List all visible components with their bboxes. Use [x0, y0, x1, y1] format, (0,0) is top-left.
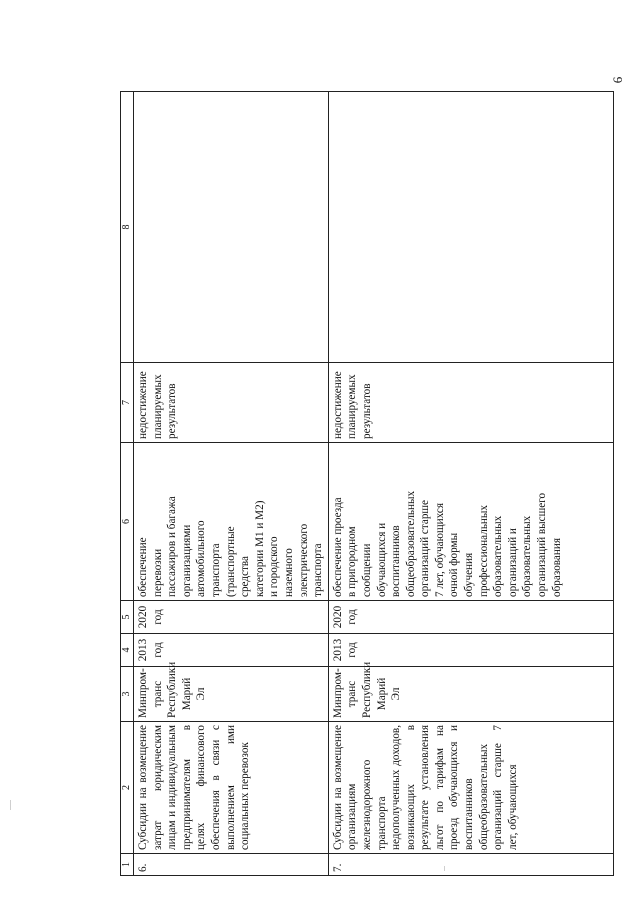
consequences: недостижение планируемых результатов	[328, 363, 613, 443]
end-year: 2020 год	[134, 601, 329, 634]
column-number-header: 1	[121, 854, 134, 876]
executor: Минпром- транс Республики Марий Эл	[134, 667, 329, 722]
page-number: 6	[610, 76, 625, 84]
table-header-row	[121, 92, 134, 876]
column-number-header: 8	[121, 92, 134, 363]
expected-result: обеспечение перевозки пассажиров и багажа организациями автомобильного транспорта (транспортные средства категории М1 и М2) и городского наземного электрического транспорта	[134, 443, 329, 601]
scan-mark	[10, 800, 11, 810]
table-row	[134, 92, 329, 876]
column-number-header: 5	[121, 601, 134, 634]
consequences: недостижение планируемых результатов	[134, 363, 329, 443]
measure-name: Субсидии на возмещение организациям железнодорожного транспорта недополученных доходов, возникающих в результате установления льгот по тарифам на проезд обучающихся и воспитанников общеобразовательных организаций старше 7 лет, обучающихся	[328, 722, 613, 854]
link-to-indicators	[328, 92, 613, 363]
column-number-header: 7	[121, 363, 134, 443]
column-number-header: 4	[121, 634, 134, 667]
executor: Минпром- транс Республики Марий Эл	[328, 667, 613, 722]
end-year: 2020 год	[328, 601, 613, 634]
start-year: 2013 год	[134, 634, 329, 667]
column-number-header: 3	[121, 667, 134, 722]
link-to-indicators	[134, 92, 329, 363]
start-year: 2013 год	[328, 634, 613, 667]
expected-result: обеспечение проезда в пригородном сообщении обучающихся и воспитанников общеобразовательных организаций старше 7 лет, обучающихся очной формы обучения профессиональных образовательных организаций и образовательных организаций высшего образования	[328, 443, 613, 601]
table-row	[328, 92, 613, 876]
row-number: 6.	[134, 854, 329, 876]
rotated-page-content	[120, 92, 628, 876]
program-measures-table	[120, 91, 614, 876]
column-number-header: 6	[121, 443, 134, 601]
row-number: 7.	[328, 854, 613, 876]
column-number-header: 2	[121, 722, 134, 854]
measure-name: Субсидии на возмещение затрат юридическим лицам и индивидуальным предпринимателям в целях финансового обеспечения в связи с выполнением ими социальных перевозок	[134, 722, 329, 854]
